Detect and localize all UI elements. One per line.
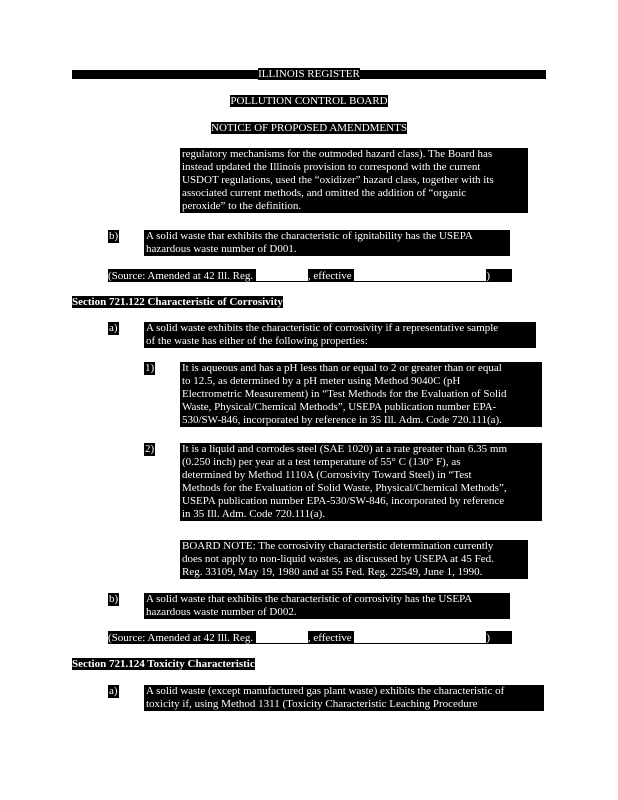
notice-title: NOTICE OF PROPOSED AMENDMENTS	[211, 122, 407, 134]
corrosivity-b-marker: b)	[109, 593, 119, 605]
section-722-heading: Section 721.122 Characteristic of Corrosivity	[72, 296, 283, 308]
source-2-effective-blank	[354, 631, 486, 643]
source-line-2: (Source: Amended at 42 Ill. Reg. , effective )	[108, 631, 512, 644]
source-line-1: (Source: Amended at 42 Ill. Reg. , effective )	[108, 269, 512, 282]
corrosivity-a-marker: a)	[109, 322, 118, 334]
source-1-reg-blank	[256, 269, 308, 281]
item-1-marker: 1)	[145, 362, 155, 374]
corrosivity-b-text: A solid waste that exhibits the characteristic of corrosivity has the USEPA hazardous waste number of D002.	[144, 593, 510, 619]
toxicity-a-text: A solid waste (except manufactured gas plant waste) exhibits the characteristic of toxicity if, using Method 1311 (Toxicity Characteristic Leaching Procedure	[144, 685, 544, 711]
intro-paragraph: regulatory mechanisms for the outmoded hazard class). The Board has instead updated the Illinois provision to correspond with the current USDOT regulations, used the “oxidizer” hazard class, together with its associated current methods, and omitted the addition of “organic peroxide” to the definition.	[180, 148, 528, 213]
item-2-marker: 2)	[145, 443, 155, 455]
item-1-text: It is aqueous and has a pH less than or equal to 2 or greater than or equal to 12.5, as determined by a pH meter using Method 9040C (pH Electrometric Measurement) in “Test Methods for the Evaluation of Solid Waste, Physical/Chemical Methods”, USEPA publication number EPA- 530/SW-846, incorporated by reference in 35 Ill. Adm. Code 720.111(a).	[180, 362, 542, 427]
source-2-reg-blank	[256, 631, 308, 643]
ignitability-b-marker: b)	[109, 230, 119, 242]
item-2-text: It is a liquid and corrodes steel (SAE 1020) at a rate greater than 6.35 mm (0.250 inch) per year at a test temperature of 55° C (130° F), as determined by Method 1110A (Corrosivity Toward Steel) in “Test Methods for the Evaluation of Solid Waste, Physical/Chemical Methods”, USEPA publication number EPA-530/SW-846, incorporated by reference in 35 Ill. Adm. Code 720.111(a).	[180, 443, 542, 521]
register-title: ILLINOIS REGISTER	[258, 68, 360, 80]
section-724-heading: Section 721.124 Toxicity Characteristic	[72, 658, 255, 670]
toxicity-a-marker: a)	[109, 685, 118, 697]
ignitability-b-text: A solid waste that exhibits the characteristic of ignitability has the USEPA hazardous waste number of D001.	[144, 230, 510, 256]
board-note: BOARD NOTE: The corrosivity characteristic determination currently does not apply to non-liquid wastes, as discussed by USEPA at 45 Fed. Reg. 33109, May 19, 1980 and at 55 Fed. Reg. 22549, June 1, 1990.	[180, 540, 528, 579]
board-title: POLLUTION CONTROL BOARD	[230, 95, 388, 107]
source-1-effective-blank	[354, 269, 486, 281]
corrosivity-a-text: A solid waste exhibits the characteristic of corrosivity if a representative sample of the waste has either of the following properties:	[144, 322, 536, 348]
